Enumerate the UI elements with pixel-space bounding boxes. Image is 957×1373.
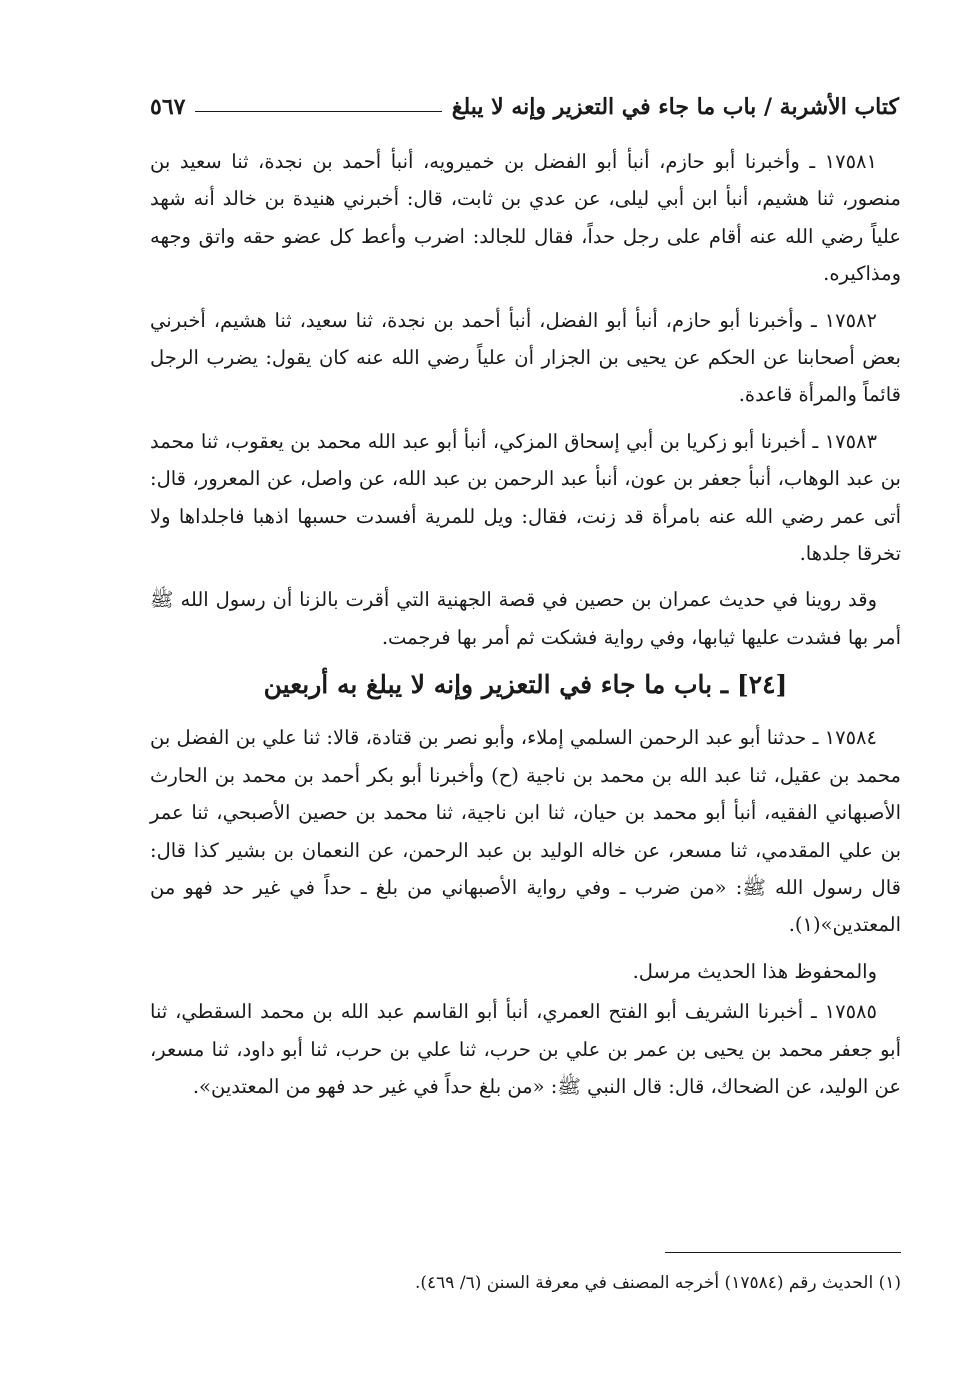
footnote-rule (665, 1252, 901, 1253)
page-number: ٥٦٧ (150, 94, 186, 120)
chapter-heading: [٢٤] ـ باب ما جاء في التعزير وإنه لا يبلغ به أربعين (263, 670, 788, 700)
commentary-paragraph: وقد روينا في حديث عمران بن حصين في قصة الجهنية التي أقرت بالزنا أن رسول الله ﷺ أمر بها فشدت عليها ثيابها، وفي رواية فشكت ثم أمر بها فرجمت. (150, 588, 901, 649)
running-header (150, 86, 899, 120)
hadith-17582: ١٧٥٨٢ ـ وأخبرنا أبو حازم، أنبأ أبو الفضل، أنبأ أحمد بن نجدة، ثنا سعيد، ثنا هشيم، أخبرني بعض أصحابنا عن الحكم عن يحيى بن الجزار أن علياً رضي الله عنه كان يقول: يضرب الرجل قائماً والمرأة قاعدة. (150, 308, 901, 407)
hadith-17585: ١٧٥٨٥ ـ أخبرنا الشريف أبو الفتح العمري، أنبأ أبو القاسم عبد الله بن محمد السقطي، ثنا أبو جعفر محمد بن يحيى بن عمر بن علي بن حرب، ثنا علي بن حرب، ثنا أبو داود، ثنا مسعر، عن الوليد، عن الضحاك، قال: قال النبي ﷺ: «من بلغ حداً في غير حد فهو من المعتدين». (150, 1000, 901, 1098)
hadith-17581: ١٧٥٨١ ـ وأخبرنا أبو حازم، أنبأ أبو الفضل بن خميرويه، أنبأ أحمد بن نجدة، ثنا سعيد بن منصور، ثنا هشيم، أنبأ ابن أبي ليلى، عن عدي بن ثابت، قال: أخبرني هنيدة بن خالد أنه شهد علياً رضي الله عنه أقام على رجل حداً، فقال للجالد: اضرب وأعط كل عضو حقه واتق وجهه ومذاكيره. (150, 150, 901, 286)
hadith-17583: ١٧٥٨٣ ـ أخبرنا أبو زكريا بن أبي إسحاق المزكي، أنبأ أبو عبد الله محمد بن يعقوب، ثنا محمد بن عبد الوهاب، أنبأ جعفر بن عون، أنبأ عبد الرحمن بن عبد الله، عن واصل، عن المعرور، قال: أتى عمر رضي الله عنه بامرأة قد زنت، فقال: ويل للمرية أفسدت حسبها اذهبا فاجلداها ولا تخرقا جلدها. (150, 429, 901, 566)
note-paragraph: والمحفوظ هذا الحديث مرسل. (632, 959, 877, 983)
header-rule (195, 111, 441, 112)
footnote: (١) الحديث رقم (١٧٥٨٤) أخرجه المصنف في معرفة السنن (٦/ ٤٦٩). (414, 1273, 901, 1293)
main-text (150, 143, 901, 1114)
hadith-17584: ١٧٥٨٤ ـ حدثنا أبو عبد الرحمن السلمي إملاء، وأبو نصر بن قتادة، قالا: ثنا علي بن الفضل بن محمد بن عقيل، ثنا عبد الله بن محمد بن ناجية (ح) وأخبرنا أبو بكر أحمد بن محمد بن الحارث الأصبهاني الفقيه، أنبأ أبو محمد بن حيان، ثنا ابن ناجية، ثنا محمد بن حصين الأصبحي، ثنا عمر بن علي المقدمي، ثنا مسعر، عن خاله الوليد بن عبد الرحمن، عن النعمان بن بشير كذا قال: قال رسول الله ﷺ: «من ضرب ـ وفي رواية الأصبهاني من بلغ ـ حداً في غير حد فهو من المعتدين»(١). (150, 726, 901, 937)
header-title: كتاب الأشربة / باب ما جاء في التعزير وإنه لا يبلغ (451, 94, 899, 120)
